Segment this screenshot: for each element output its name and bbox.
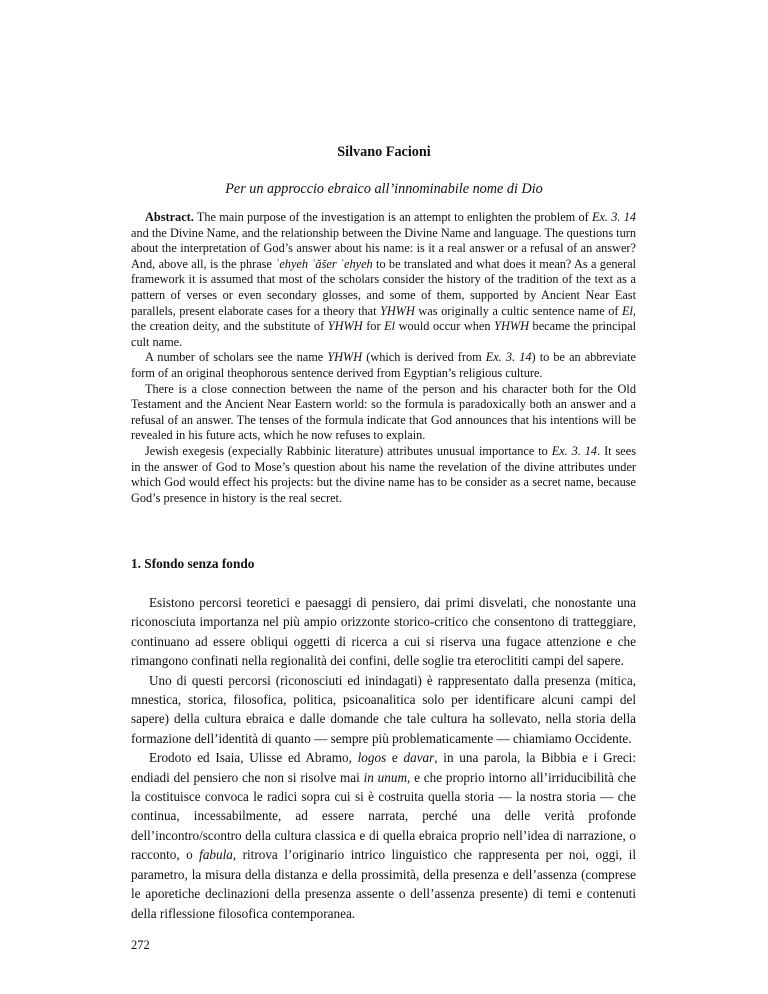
abstract-paragraph: There is a close connection between the name of the person and his character both for the Old Testament and the Ancient Near Eastern world: so the formula is paradoxically both an answer and a refusal of an answer. The tenses of the formula indicate that God announces that his intentions will be revealed in his future acts, which he now refuses to explain. xyxy=(131,381,636,443)
abstract-paragraph: A number of scholars see the name YHWH (which is derived from Ex. 3. 14) to be an abbreviate form of an original theophorous sentence derived from Egyptian’s religious culture. xyxy=(131,350,637,380)
body-paragraph: Esistono percorsi teoretici e paesaggi di pensiero, dai primi disvelati, che nonostante una riconosciuta importanza nel più ampio orizzonte storico-critico che consentono di tratteggiare, continuano ad essere obliqui oggetti di ricerca a cui si riserva una fugace attenzione e che rimangono confinati nella regionalità dei confini, delle soglie tra eteroclititi campi del sapere. xyxy=(131,595,636,669)
author-name: Silvano Facioni xyxy=(337,144,431,160)
body-text xyxy=(131,593,636,923)
body-paragraph: Uno di questi percorsi (riconosciuti ed inindagati) è rappresentato dalla presenza (mitica, mnestica, storica, filosofica, politica, psicoanalitica solo per identificare alcuni campi del sapere) della cultura ebraica e dalle domande che tale cultura ha sollevato, nella storia della formazione dell’identità di quanto — sempre più problematicamente — chiamiamo Occidente. xyxy=(131,672,636,746)
abstract-paragraph: Jewish exegesis (expecially Rabbinic literature) attributes unusual importance to Ex. 3. 14. It sees in the answer of God to Mose’s question about his name the revelation of the divine attributes under which God would effect his projects: but the divine name has to be consider as a secret name, because God’s presence in history is the real secret. xyxy=(131,443,636,505)
body-paragraph: Erodoto ed Isaia, Ulisse ed Abramo, logos e davar, in una parola, la Bibbia e i Greci: endiadi del pensiero che non si risolve mai in unum, e che proprio intorno all’irriducibilità che la costituisce convoca le radici sopra cui si è costruita quella storia — la nostra storia — che continua, incessabilmente, ad essere narrata, perché una delle verità profonde dell’incontro/scontro della cultura classica e di quella ebraica proprio nell’idea di narrazione, o racconto, o fabula, ritrova l’originario intrico linguistico che rappresenta per noi, oggi, il parametro, la misura della distanza e della prossimità, della presenza e dell’assenza (comprese le aporetiche declinazioni della presenza assente o dell’assenza presente) di temi e contenuti della riflessione filosofica contemporanea. xyxy=(131,750,636,921)
abstract-paragraph: Abstract. The main purpose of the investigation is an attempt to enlighten the problem of Ex. 3. 14 and the Divine Name, and the relationship between the Divine Name and language. The questions turn about the interpretation of God’s answer about his name: is it a real answer or a refusal of an answer? And, above all, is the phrase ʾehyeh ʾăšer ʾehyeh to be translated and what does it mean? As a general framework it is assumed that most of the scholars consider the history of the tradition of the text as a pattern of verses or even secondary glosses, and some of them, supported by Ancient Near East parallels, present elaborate cases for a theory that YHWH was originally a cultic sentence name of El, the creation deity, and the substitute of YHWH for El would occur when YHWH became the principal cult name. xyxy=(131,210,637,349)
page-number: 272 xyxy=(131,938,150,952)
abstract xyxy=(131,210,636,506)
abstract-label: Abstract. xyxy=(145,210,194,224)
section-heading: 1. Sfondo senza fondo xyxy=(131,556,255,571)
paper-title: Per un approccio ebraico all’innominabile nome di Dio xyxy=(225,181,543,197)
